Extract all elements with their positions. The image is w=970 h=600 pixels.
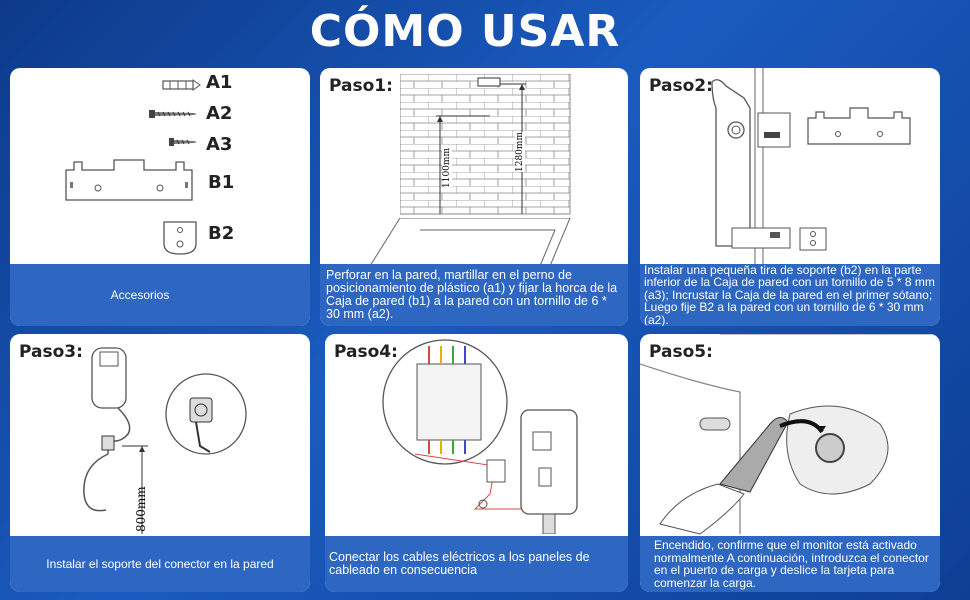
- step3-title: Paso3:: [19, 342, 83, 362]
- accessory-label-a3: A3: [206, 134, 233, 155]
- step1-caption: Perforar en la pared, martillar en el perno de posicionamiento de plástico (a1) y fijar la horca de la Caja de pared (b1) a la pared con un tornillo de 6 * 30 mm (a2).: [326, 268, 618, 321]
- floor-illustration: [370, 218, 610, 268]
- dimension-800mm: 800mm: [134, 486, 148, 532]
- short-screw-icon: [168, 136, 198, 148]
- step4-caption-bar: [325, 536, 628, 592]
- step2-caption-bar: [640, 264, 940, 326]
- step5-caption: Encendido, confirme que el monitor está activado normalmente A continuación, introduzca el conector en el puerto de carga y deslice la tarjeta para comenzar la carga.: [654, 538, 929, 590]
- step2-title: Paso2:: [649, 76, 713, 96]
- wall-box-mount-illustration: [640, 68, 940, 268]
- wall-bracket-b1-icon: [64, 158, 194, 204]
- accessory-label-a1: A1: [206, 72, 233, 93]
- accessory-label-b2: B2: [208, 223, 235, 244]
- step4-title: Paso4:: [334, 342, 398, 362]
- step2-caption: Instalar una pequeña tira de soporte (b2) en la parte inferior de la Caja de pared con un tornillo de 5 * 8 mm (a3); Incrustar la Caja de la pared en el primer sótano; Luego fije B2 a la pared con un tornillo de 6 * 30 mm (a2).: [644, 262, 935, 326]
- accessory-label-a2: A2: [206, 103, 233, 124]
- accessory-label-b1: B1: [208, 172, 235, 193]
- step4-caption: Conectar los cables eléctricos a los paneles de cableado en consecuencia: [329, 550, 590, 577]
- brick-wall-illustration: [400, 74, 600, 224]
- plug-in-illustration: [640, 334, 940, 536]
- step3-panel: [10, 334, 310, 592]
- step1-panel: [320, 68, 628, 326]
- step3-caption-bar: [10, 536, 310, 592]
- wiring-illustration: [325, 334, 628, 534]
- step5-title: Paso5:: [649, 342, 713, 362]
- dimension-1100mm: 1100mm: [442, 148, 452, 188]
- support-plate-b2-icon: [160, 218, 200, 258]
- page-title: CÓMO USAR: [309, 6, 621, 57]
- step5-caption-bar: [640, 536, 940, 592]
- step1-title: Paso1:: [329, 76, 393, 96]
- accessories-caption-bar: [10, 264, 310, 326]
- accessories-panel: [10, 68, 310, 326]
- step4-panel: [325, 334, 628, 592]
- accessories-caption: Accesorios: [110, 287, 170, 302]
- anchor-bolt-icon: [162, 78, 202, 92]
- step1-caption-bar: [320, 264, 628, 326]
- dimension-1280mm: 1280mm: [515, 132, 525, 172]
- connector-holder-illustration: [10, 334, 310, 534]
- step3-caption: Instalar el soporte del conector en la pared: [46, 556, 274, 571]
- step5-panel: [640, 334, 940, 592]
- long-screw-icon: [148, 108, 198, 120]
- step2-panel: [640, 68, 940, 326]
